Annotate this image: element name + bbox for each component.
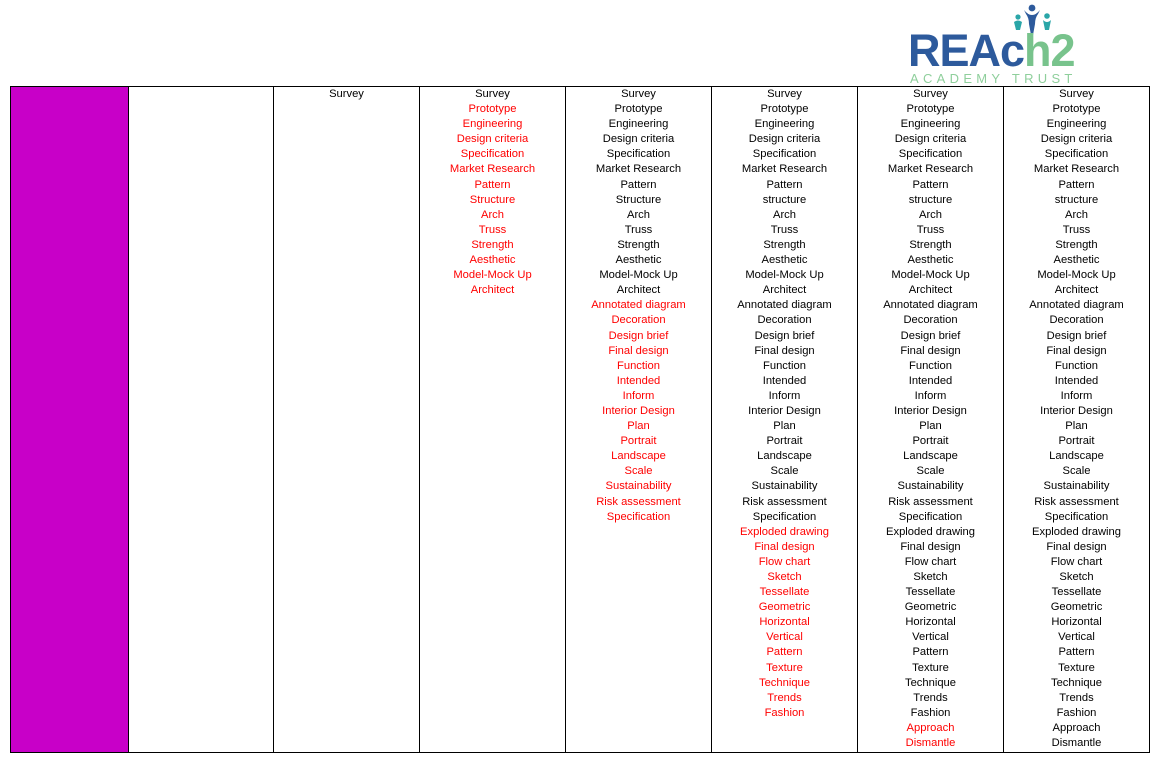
word-item: Trends xyxy=(767,691,802,704)
word-item: Architect xyxy=(616,284,661,297)
word-item: Survey xyxy=(475,88,510,100)
logo-wordmark xyxy=(908,25,1075,76)
word-item: Dismantle xyxy=(905,737,956,750)
word-item: Final design xyxy=(1046,344,1107,357)
word-item: Aesthetic xyxy=(761,254,808,267)
word-item: Portrait xyxy=(1058,435,1095,448)
word-item: Architect xyxy=(908,284,953,297)
word-item: Sketch xyxy=(1059,571,1094,583)
word-item: Exploded drawing xyxy=(740,525,829,538)
word-item: Survey xyxy=(913,88,948,100)
word-item: Pattern xyxy=(620,178,657,191)
word-item: Annotated diagram xyxy=(883,299,978,312)
word-item: Plan xyxy=(919,420,942,433)
word-item: Strength xyxy=(763,238,806,251)
word-item: Aesthetic xyxy=(907,254,954,267)
word-item: Design criteria xyxy=(456,133,529,146)
word-item: Horizontal xyxy=(759,616,810,629)
word-item: Engineering xyxy=(608,118,669,131)
word-item: structure xyxy=(908,193,953,206)
word-item: Approach xyxy=(1052,721,1101,734)
word-item: Inform xyxy=(768,389,801,402)
word-item: Tessellate xyxy=(905,586,956,599)
word-column-4 xyxy=(566,87,712,753)
word-item: Final design xyxy=(1046,540,1107,553)
reach2-logo xyxy=(906,4,1096,84)
word-item: Design criteria xyxy=(602,133,675,146)
word-item: Risk assessment xyxy=(742,495,827,508)
word-item: Decoration xyxy=(903,314,958,327)
word-item: Decoration xyxy=(1049,314,1104,327)
word-item: Architect xyxy=(762,284,807,297)
word-item: Market Research xyxy=(595,163,682,176)
word-item: Sketch xyxy=(767,571,802,583)
word-item: Portrait xyxy=(912,435,949,448)
word-item: Intended xyxy=(908,374,953,387)
word-item: Interior Design xyxy=(602,404,675,417)
word-item: Function xyxy=(1055,359,1098,372)
word-item: Engineering xyxy=(1046,118,1107,131)
word-item: Final design xyxy=(608,344,669,357)
word-item: Scale xyxy=(624,465,653,478)
word-item: Prototype xyxy=(614,103,663,116)
word-item: Horizontal xyxy=(1051,616,1102,629)
word-item: Truss xyxy=(770,223,799,236)
word-item: Truss xyxy=(916,223,945,236)
word-item: Design brief xyxy=(1046,329,1107,342)
word-item: Aesthetic xyxy=(469,254,516,267)
word-item: Design brief xyxy=(900,329,961,342)
word-item: Structure xyxy=(615,193,662,206)
word-item: Prototype xyxy=(906,103,955,116)
word-item: Trends xyxy=(1059,691,1094,704)
word-item: Trends xyxy=(913,691,948,704)
word-item: Final design xyxy=(754,344,815,357)
word-item: Market Research xyxy=(887,163,974,176)
word-item: Sustainability xyxy=(751,480,818,493)
word-item: Texture xyxy=(1058,661,1095,674)
word-item: Pattern xyxy=(912,646,949,659)
word-item: Scale xyxy=(770,465,799,478)
word-item: Vertical xyxy=(912,631,949,644)
word-item: Geometric xyxy=(904,601,957,614)
word-item: structure xyxy=(762,193,807,206)
word-item: Vertical xyxy=(1058,631,1095,644)
word-item: Function xyxy=(617,359,660,372)
word-item: Risk assessment xyxy=(1034,495,1119,508)
word-item: Design brief xyxy=(608,329,669,342)
word-item: Market Research xyxy=(1033,163,1120,176)
word-item: Market Research xyxy=(741,163,828,176)
word-item: Arch xyxy=(626,208,650,221)
word-item: Decoration xyxy=(757,314,812,327)
word-item: Final design xyxy=(754,540,815,553)
word-item: Model-Mock Up xyxy=(891,269,970,282)
word-item: Risk assessment xyxy=(888,495,973,508)
word-item: Arch xyxy=(480,208,504,221)
word-item: Scale xyxy=(1062,465,1091,478)
word-item: Specification xyxy=(1044,510,1109,523)
word-item: Landscape xyxy=(1049,450,1104,463)
word-item: Pattern xyxy=(474,178,511,191)
word-item: Aesthetic xyxy=(615,254,662,267)
word-item: Model-Mock Up xyxy=(453,269,532,282)
word-item: Inform xyxy=(914,389,947,402)
word-item: Risk assessment xyxy=(596,495,681,508)
word-item: Structure xyxy=(469,193,516,206)
word-column-2 xyxy=(274,87,420,753)
word-item: Final design xyxy=(900,540,961,553)
word-item: Fashion xyxy=(910,706,951,719)
word-item: Strength xyxy=(471,238,514,251)
word-item: Technique xyxy=(1050,676,1102,689)
word-item: Plan xyxy=(1065,420,1088,433)
word-item: Sustainability xyxy=(1043,480,1110,493)
word-item: Pattern xyxy=(1058,646,1095,659)
word-item: Design criteria xyxy=(894,133,967,146)
word-item: Truss xyxy=(1062,223,1091,236)
word-item: Sketch xyxy=(913,571,948,583)
word-item: Pattern xyxy=(766,646,803,659)
word-item: Model-Mock Up xyxy=(745,269,824,282)
word-item: Intended xyxy=(762,374,807,387)
word-column-6 xyxy=(858,87,1004,753)
logo-text-h2: h2 xyxy=(1024,25,1075,76)
word-item: Aesthetic xyxy=(1053,254,1100,267)
word-item: Specification xyxy=(606,510,671,523)
word-item: Interior Design xyxy=(1040,404,1113,417)
word-item: Dismantle xyxy=(1051,737,1102,750)
word-item: Exploded drawing xyxy=(886,525,975,538)
word-item: Pattern xyxy=(912,178,949,191)
word-item: Flow chart xyxy=(758,555,811,568)
word-item: Specification xyxy=(460,148,525,161)
word-column-5 xyxy=(712,87,858,753)
word-item: Survey xyxy=(1059,88,1094,100)
word-item: Annotated diagram xyxy=(591,299,686,312)
word-column-7 xyxy=(1004,87,1150,753)
word-item: Arch xyxy=(772,208,796,221)
word-item: Pattern xyxy=(1058,178,1095,191)
word-item: Survey xyxy=(767,88,802,100)
word-item: Plan xyxy=(773,420,796,433)
word-item: Survey xyxy=(329,88,364,100)
word-item: Tessellate xyxy=(759,586,810,599)
word-item: Prototype xyxy=(760,103,809,116)
word-item: Specification xyxy=(898,510,963,523)
word-item: Texture xyxy=(912,661,949,674)
word-item: Sustainability xyxy=(897,480,964,493)
word-item: Flow chart xyxy=(904,555,957,568)
word-item: Geometric xyxy=(1050,601,1103,614)
word-item: Tessellate xyxy=(1051,586,1102,599)
word-item: Interior Design xyxy=(894,404,967,417)
word-item: Engineering xyxy=(754,118,815,131)
word-item: Specification xyxy=(606,148,671,161)
word-item: Intended xyxy=(1054,374,1099,387)
word-item: Survey xyxy=(621,88,656,100)
word-item: Scale xyxy=(916,465,945,478)
word-item: Strength xyxy=(617,238,660,251)
word-item: Truss xyxy=(478,223,507,236)
word-item: Architect xyxy=(1054,284,1099,297)
word-item: Plan xyxy=(627,420,650,433)
word-item: Landscape xyxy=(611,450,666,463)
word-item: Engineering xyxy=(900,118,961,131)
word-item: Design brief xyxy=(754,329,815,342)
word-item: Strength xyxy=(1055,238,1098,251)
color-swatch-cell xyxy=(11,87,129,753)
word-item: Interior Design xyxy=(748,404,821,417)
word-item: Geometric xyxy=(758,601,811,614)
word-item: Specification xyxy=(752,148,817,161)
word-item: Function xyxy=(909,359,952,372)
word-item: Design criteria xyxy=(1040,133,1113,146)
vocabulary-table xyxy=(10,86,1150,753)
logo-subtitle: ACADEMY TRUST xyxy=(910,71,1077,86)
word-item: Market Research xyxy=(449,163,536,176)
word-item: Portrait xyxy=(620,435,657,448)
word-item: Pattern xyxy=(766,178,803,191)
word-item: Final design xyxy=(900,344,961,357)
word-item: Prototype xyxy=(468,103,517,116)
word-item: Portrait xyxy=(766,435,803,448)
word-item: Specification xyxy=(752,510,817,523)
word-item: Inform xyxy=(622,389,655,402)
word-column-1 xyxy=(129,87,274,753)
word-item: Fashion xyxy=(1056,706,1097,719)
word-item: Annotated diagram xyxy=(737,299,832,312)
word-item: Model-Mock Up xyxy=(599,269,678,282)
word-item: Technique xyxy=(904,676,956,689)
word-item: Sustainability xyxy=(605,480,672,493)
word-item: Fashion xyxy=(764,706,805,719)
word-item: Arch xyxy=(918,208,942,221)
word-item: Engineering xyxy=(462,118,523,131)
word-item: Design criteria xyxy=(748,133,821,146)
word-item: Landscape xyxy=(757,450,812,463)
word-item: Annotated diagram xyxy=(1029,299,1124,312)
word-item: Landscape xyxy=(903,450,958,463)
word-item: Decoration xyxy=(611,314,666,327)
word-column-3 xyxy=(420,87,566,753)
word-item: structure xyxy=(1054,193,1099,206)
word-item: Function xyxy=(763,359,806,372)
word-item: Truss xyxy=(624,223,653,236)
word-item: Model-Mock Up xyxy=(1037,269,1116,282)
word-item: Texture xyxy=(766,661,803,674)
table-row xyxy=(11,87,1150,753)
word-item: Horizontal xyxy=(905,616,956,629)
word-item: Flow chart xyxy=(1050,555,1103,568)
word-item: Arch xyxy=(1064,208,1088,221)
word-item: Prototype xyxy=(1052,103,1101,116)
word-item: Architect xyxy=(470,284,515,297)
word-item: Specification xyxy=(898,148,963,161)
word-item: Exploded drawing xyxy=(1032,525,1121,538)
word-item: Approach xyxy=(906,721,955,734)
word-item: Vertical xyxy=(766,631,803,644)
word-item: Technique xyxy=(758,676,810,689)
word-item: Inform xyxy=(1060,389,1093,402)
word-item: Strength xyxy=(909,238,952,251)
logo-text-main: REAc xyxy=(908,25,1025,76)
word-item: Specification xyxy=(1044,148,1109,161)
word-item: Intended xyxy=(616,374,661,387)
